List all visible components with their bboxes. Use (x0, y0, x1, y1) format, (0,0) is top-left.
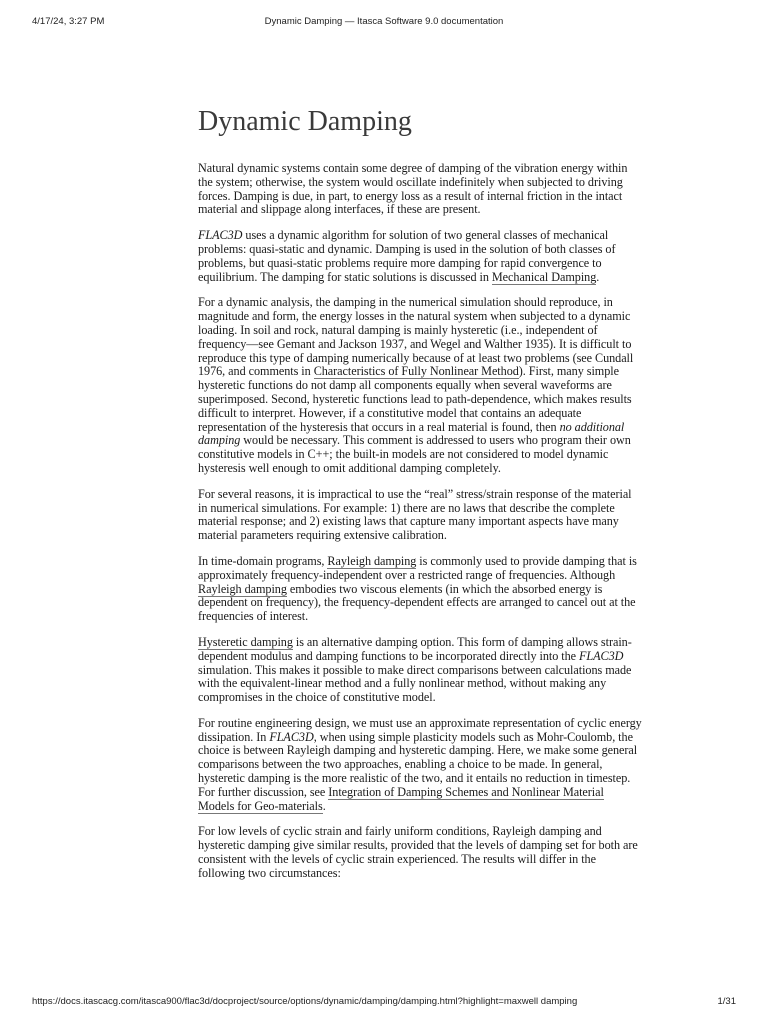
link-integration-damping-schemes[interactable]: Integration of Damping Schemes and Nonlinear Material Models for Geo-materials (198, 784, 604, 813)
print-url: https://docs.itascacg.com/itasca900/flac3d/docproject/source/options/dynamic/damping/damping.html?highlight=maxwell damping (32, 996, 578, 1007)
paragraph-engineering-design: For routine engineering design, we must use an approximate representation of cyclic energy dissipation. In FLAC3D, when using simple plasticity models such as Mohr-Coulomb, the choice is between Rayleigh damping and hysteretic damping. Here, we make some general comparisons between the two approaches, enabling a choice to be made. In general, hysteretic damping is the more realistic of the two, and it entails no reduction in timestep. For further discussion, see Integration of Damping Schemes and Nonlinear Material Models for Geo-materials. (198, 715, 642, 813)
paragraph-low-strain: For low levels of cyclic strain and fairly uniform conditions, Rayleigh damping and hysteretic damping give similar results, provided that the levels of damping set for both are consistent with the levels of cyclic strain experienced. The results will differ in the following two circumstances: (198, 824, 638, 880)
document-body (198, 104, 642, 893)
print-datetime: 4/17/24, 3:27 PM (32, 16, 105, 27)
paragraph-algorithm: FLAC3D uses a dynamic algorithm for solution of two general classes of mechanical problems: quasi-static and dynamic. Damping is used in the solution of both classes of problems, but quasi-static problems require more damping for rapid convergence to equilibrium. The damping for static solutions is discussed in Mechanical Damping. (198, 228, 616, 284)
flac3d-name: FLAC3D (269, 729, 314, 744)
print-header (0, 16, 768, 30)
paragraph-intro: Natural dynamic systems contain some degree of damping of the vibration energy within the system; otherwise, the system would oscillate indefinitely when subjected to driving forces. Damping is due, in part, to energy loss as a result of internal friction in the intact material and slippage along interfaces, if these are present. (198, 161, 628, 217)
paragraph-time-domain: In time-domain programs, Rayleigh damping is commonly used to provide damping that is approximately frequency-independent over a restricted range of frequencies. Although Rayleigh damping embodies two viscous elements (in which the absorbed energy is dependent on frequency), the frequency-dependent effects are arranged to cancel out at the frequencies of interest. (198, 553, 637, 624)
paragraph-real-response: For several reasons, it is impractical to use the “real” stress/strain response of the material in numerical simulations. For example: 1) there are no laws that describe the complete material response; and 2) existing laws that capture many important aspects have many material parameters requiring extensive calibration. (198, 486, 632, 543)
print-page-number: 1/31 (717, 996, 736, 1007)
link-rayleigh-damping[interactable]: Rayleigh damping (327, 553, 417, 568)
link-fully-nonlinear-method[interactable]: Characteristics of Fully Nonlinear Method (313, 364, 519, 379)
paragraph-dynamic-analysis: For a dynamic analysis, the damping in the numerical simulation should reproduce, in magnitude and form, the energy losses in the natural system when subjected to a dynamic loading. In soil and rock, natural damping is mainly hysteretic (i.e., independent of frequency—see Gemant and Jackson 1937, and Wegel and Walther 1935). It is difficult to reproduce this type of damping numerically because of at least two problems (see Cundall 1976, and comments in Characteristics of Fully Nonlinear Method). First, many simple hysteretic functions do not damp all components equally when several waveforms are superimposed. Second, hysteretic functions lead to path-dependence, which makes results difficult to interpret. However, if a constitutive model that contains an adequate representation of the hysteresis that occurs in a real material is found, then no additional damping would be necessary. This comment is addressed to users who program their own constitutive models in C++; the built-in models are not considered to model dynamic hysteresis well enough to omit additional damping completely. (198, 295, 634, 475)
flac3d-name: FLAC3D (198, 228, 243, 243)
paragraph-hysteretic: Hysteretic damping is an alternative damping option. This form of damping allows strain-dependent modulus and damping functions to be incorporated directly into the FLAC3D simulation. This makes it possible to make direct comparisons between calculations made with the equivalent-linear method and a fully nonlinear method, without making any compromises in the choice of constitutive model. (198, 634, 632, 705)
page-title: Dynamic Damping (198, 106, 412, 137)
flac3d-name: FLAC3D (578, 648, 624, 663)
emphasis-no-additional-damping: no additional damping (198, 419, 625, 448)
print-page-title: Dynamic Damping — Itasca Software 9.0 documentation (264, 16, 504, 27)
link-rayleigh-damping-2[interactable]: Rayleigh damping (198, 581, 287, 596)
print-footer (0, 996, 768, 1010)
link-hysteretic-damping[interactable]: Hysteretic damping (198, 634, 293, 649)
link-mechanical-damping[interactable]: Mechanical Damping (491, 269, 597, 284)
